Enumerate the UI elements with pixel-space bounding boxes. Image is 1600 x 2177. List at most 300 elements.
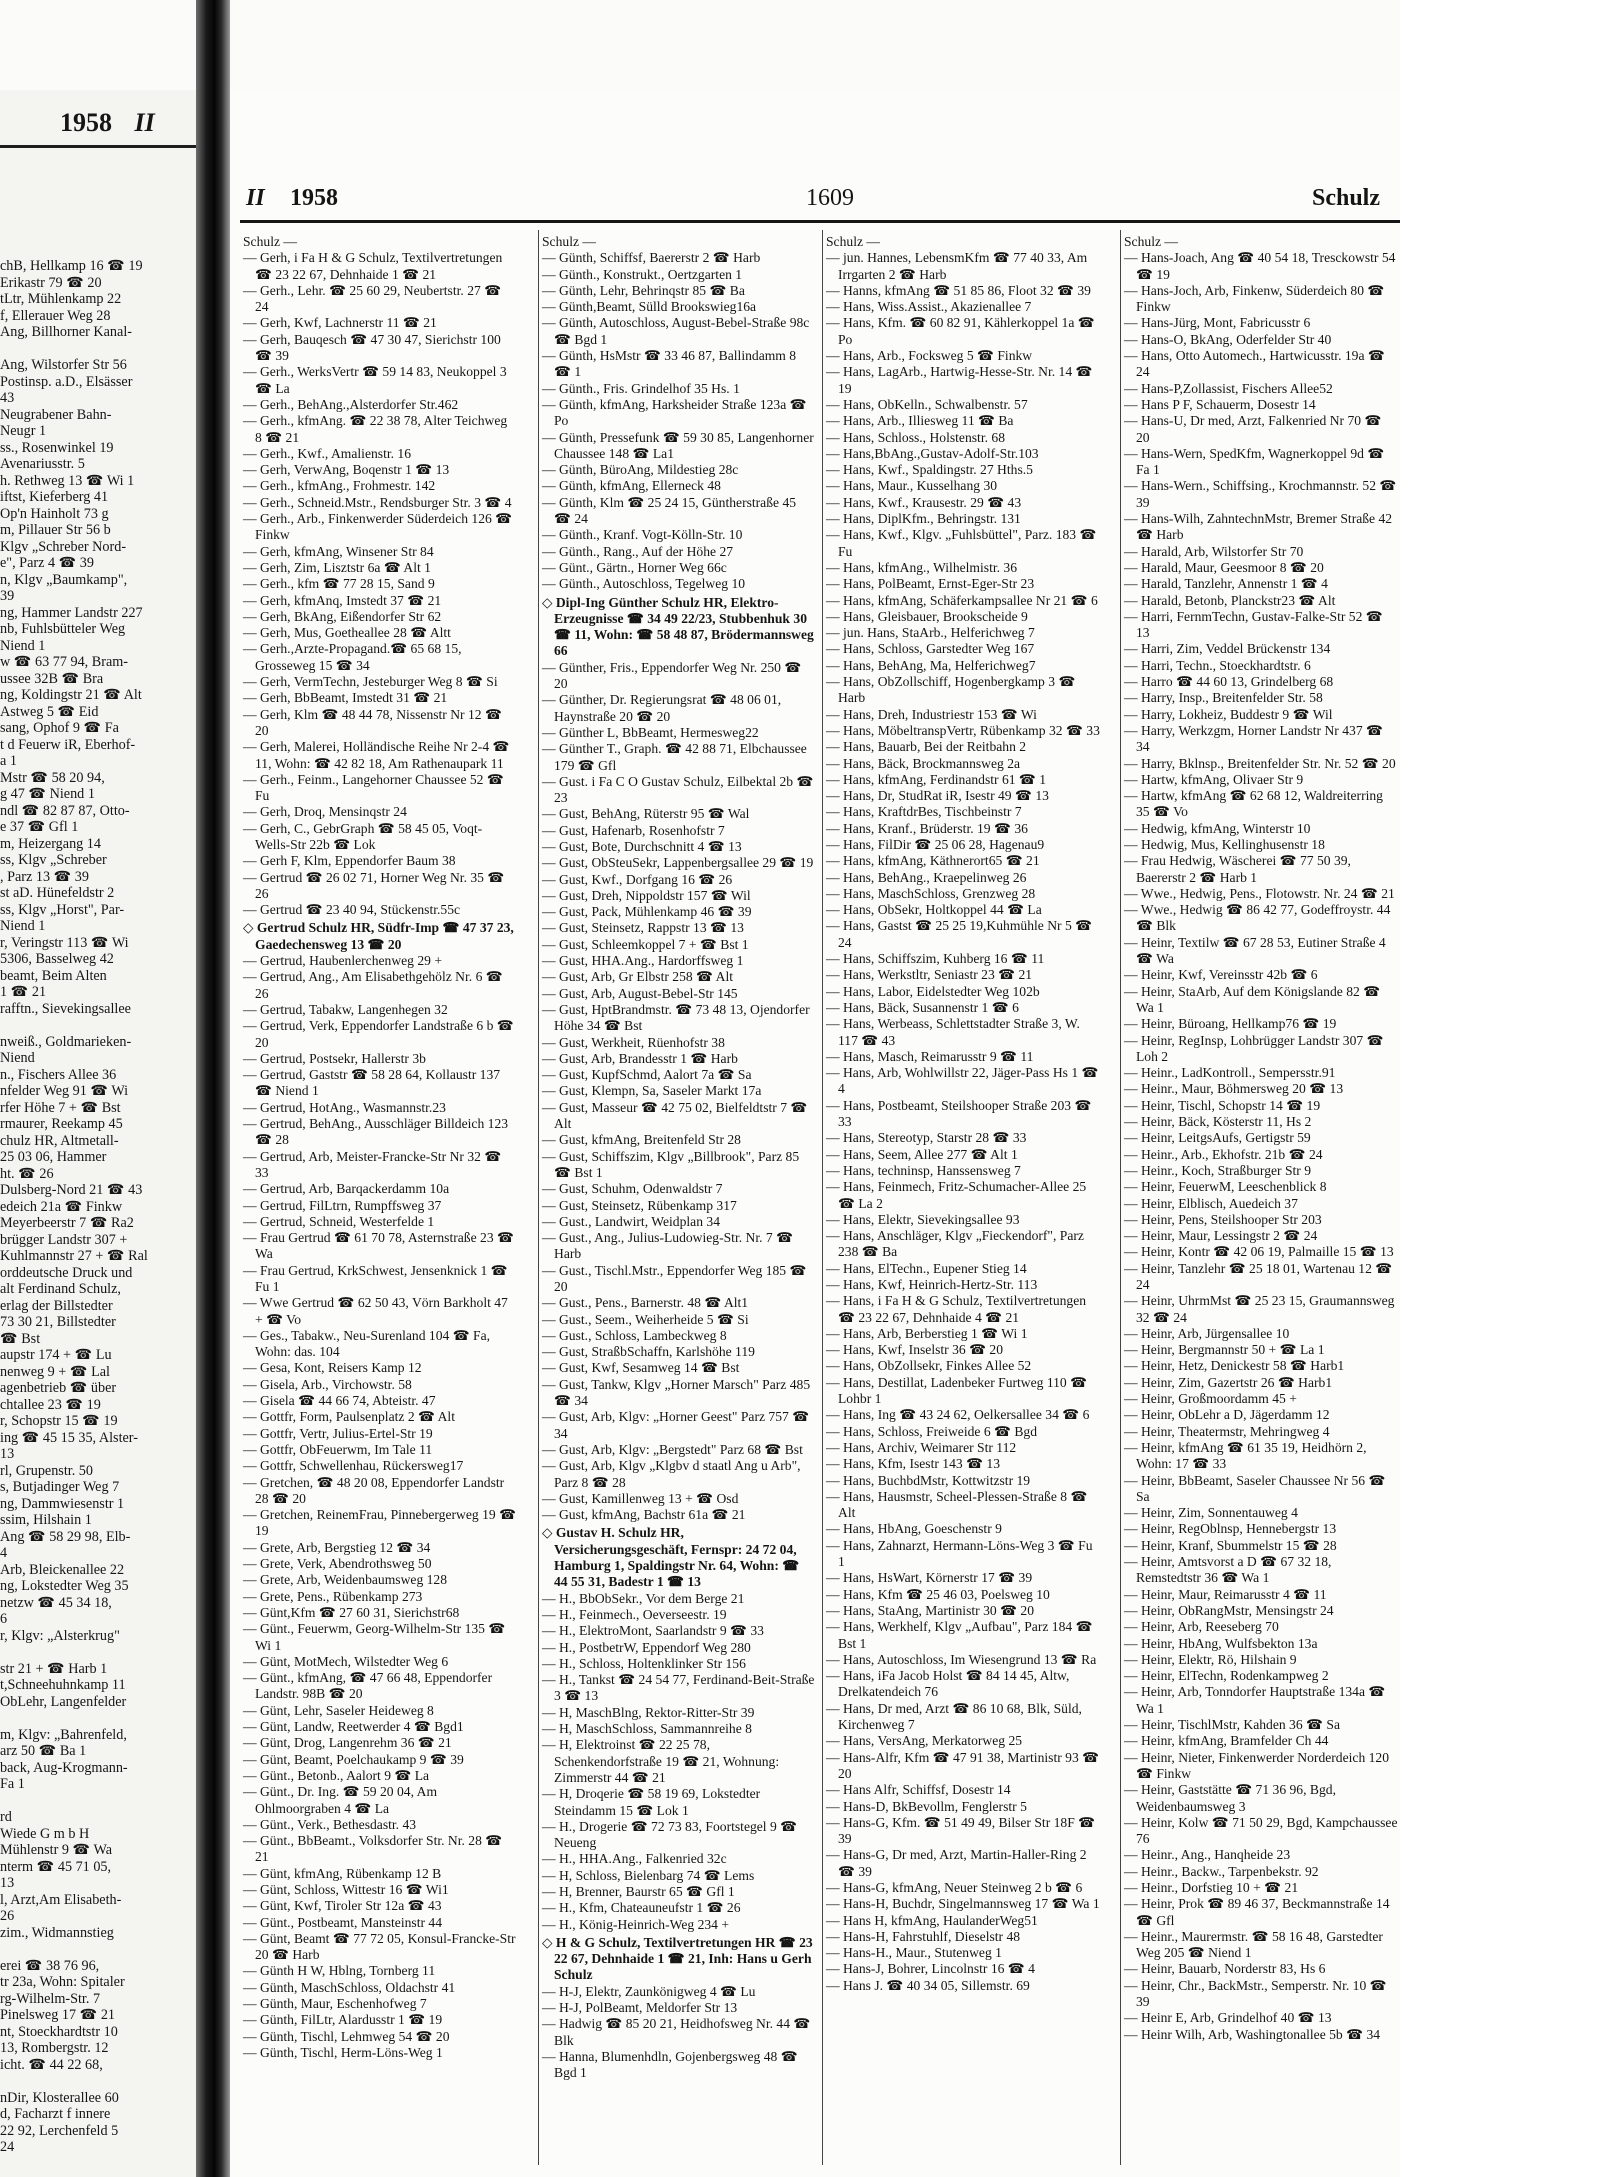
directory-entry: — Gertrud ☎ 26 02 71, Horner Weg Nr. 35 ☎ 26 <box>243 869 505 901</box>
left-page-line: arz 50 ☎ Ba 1 <box>0 1743 87 1759</box>
directory-entry: — Hans, MöbeltranspVertr, Rübenkamp 32 ☎ 33 <box>826 722 1100 738</box>
directory-entry: — Günt., Feuerwm, Georg-Wilhelm-Str 135 ☎ Wi 1 <box>243 1621 506 1653</box>
left-page-line: r, Schopstr 15 ☎ 19 <box>0 1413 118 1429</box>
directory-entry: — Harro ☎ 44 60 13, Grindelberg 68 <box>1124 674 1334 690</box>
directory-entry: — Gerh, kfmAnq, Imstedt 37 ☎ 21 <box>243 592 442 608</box>
directory-entry: — Hans, Werkhelf, Klgv „Aufbau", Parz 184 ☎ Bst 1 <box>826 1619 1093 1651</box>
directory-entry: — Hans P F, Schauerm, Dosestr 14 <box>1124 396 1316 412</box>
directory-entry: — Hans-H, Fahrstuhlf, Dieselstr 48 <box>826 1928 1021 1944</box>
left-page-line: Op'n Hainholt 73 g <box>0 505 109 522</box>
directory-entry: — Hans-U, Dr med, Arzt, Falkenried Nr 70 ☎ 20 <box>1124 413 1382 445</box>
left-page-line <box>0 1710 192 1727</box>
left-page-line <box>0 2073 192 2090</box>
left-page-line: nweiß., Goldmarieken- <box>0 1033 132 1050</box>
left-page-line <box>0 1017 192 1034</box>
directory-entry: — Heinr, Arb, Tonndorfer Hauptstraße 134a ☎ Wa 1 <box>1124 1684 1386 1716</box>
left-page-line: nenweg 9 + ☎ Lal <box>0 1363 110 1380</box>
left-page-line: 6 <box>0 1611 8 1627</box>
left-page-line: Neugrabener Bahn- <box>0 406 112 423</box>
left-page-line: Avenariusstr. 5 <box>0 456 85 472</box>
left-page-line: chulz HR, Altmetall- <box>0 1132 119 1149</box>
directory-entry: — Günt, Kwf, Tiroler Str 12a ☎ 43 <box>243 1898 442 1914</box>
directory-entry: — Hans-G, Kfm. ☎ 51 49 49, Bilser Str 18F ☎ 39 <box>826 1814 1096 1847</box>
directory-entry: — Gisela ☎ 44 66 74, Abteistr. 47 <box>243 1393 436 1409</box>
directory-entry: — Gust, Bote, Durchschnitt 4 ☎ 13 <box>542 838 742 854</box>
directory-entry: — Heinr., Backw., Tarpenbekstr. 92 <box>1124 1863 1319 1879</box>
directory-entry: — Gust, ObSteuSekr, Lappenbergsallee 29 ☎ 19 <box>542 855 814 871</box>
directory-column-2 <box>542 234 816 2082</box>
directory-entry: — Hartw, kfmAng ☎ 62 68 12, Waldreiterring 35 ☎ Vo <box>1124 788 1383 820</box>
directory-entry: — Heinr, Kwf, Vereinsstr 42b ☎ 6 <box>1124 967 1318 983</box>
directory-entry: — Gerh., Arb., Finkenwerder Süderdeich 126 ☎ Finkw <box>243 511 513 543</box>
page-margin <box>1400 0 1600 2177</box>
directory-entry: — Gerh, VermTechn, Jesteburger Weg 8 ☎ Si <box>243 674 498 690</box>
directory-entry: — Hans, i Fa H & G Schulz, Textilvertretungen ☎ 23 22 67, Dehnhaide 4 ☎ 21 <box>826 1293 1087 1325</box>
left-page-line: Fa 1 <box>0 1776 25 1792</box>
directory-entry: — Heinr, Großmoordamm 45 + <box>1124 1391 1297 1407</box>
directory-entry: — Heinr E, Arb, Grindelhof 40 ☎ 13 <box>1124 2010 1332 2026</box>
directory-entry: — Hans, Kfm. ☎ 60 82 91, Kählerkoppel 1a ☎ Po <box>826 315 1095 347</box>
directory-entry: — Gertrud ☎ 23 40 94, Stückenstr.55c <box>243 902 461 918</box>
directory-entry: — Günt, Schloss, Wittestr 16 ☎ Wi1 <box>243 1881 449 1897</box>
directory-entry: — Harri, Techn., Stoeckhardtstr. 6 <box>1124 657 1311 673</box>
directory-entry: — Gerh, kfmAng, Winsener Str 84 <box>243 543 434 559</box>
directory-entry: — Günth., Fris. Grindelhof 35 Hs. 1 <box>542 380 740 396</box>
directory-entry: — Günt., Postbeamt, Mansteinstr 44 <box>243 1914 442 1930</box>
directory-entry: — Harri, Zim, Veddel Brückenstr 134 <box>1124 641 1331 657</box>
directory-entry: — Hans, Stereotyp, Starstr 28 ☎ 33 <box>826 1130 1027 1146</box>
column-divider <box>1120 230 1121 2165</box>
directory-entry: — Hans, FilDir ☎ 25 06 28, Hagenau9 <box>826 836 1045 852</box>
directory-entry-business: ◇ H & G Schulz, Textilvertretungen HR ☎ 23 22 67, Dehnhaide 1 ☎ 21, Inh: Hans u Gerh Schulz <box>542 1934 813 1983</box>
left-page-line: t d Feuerw iR, Eberhof- <box>0 736 136 753</box>
directory-entry: — Heinr, kfmAng ☎ 61 35 19, Heidhörn 2, Wohn: 17 ☎ 33 <box>1124 1439 1367 1472</box>
directory-entry: — Gust, HHA.Ang., Hardorffsweg 1 <box>542 953 744 969</box>
directory-entry: — Hans, Schloss., Holstenstr. 68 <box>826 429 1005 445</box>
directory-entry: — Hans, ObKelln., Schwalbenstr. 57 <box>826 396 1028 412</box>
directory-entry: — Harald, Maur, Geesmoor 8 ☎ 20 <box>1124 559 1324 575</box>
left-page-line: ssim, Hilshain 1 <box>0 1512 92 1528</box>
directory-entry: — Gottfr, Schwellenhau, Rückersweg17 <box>243 1458 464 1474</box>
directory-entry: — Heinr, Tischl, Schopstr 14 ☎ 19 <box>1124 1097 1321 1113</box>
directory-entry: — Heinr, Kolw ☎ 71 50 29, Bgd, Kampchaussee 76 <box>1124 1814 1398 1847</box>
directory-entry: — Gretchen, ReinemFrau, Pinnebergerweg 19 ☎ 19 <box>243 1507 517 1539</box>
left-page-line: nDir, Klosterallee 60 <box>0 2089 119 2106</box>
directory-entry: — Gust, HptBrandmstr. ☎ 73 48 13, Ojendorfer Höhe 34 ☎ Bst <box>542 1001 810 1034</box>
directory-entry: — Günth, Lehr, Behrinqstr 85 ☎ Ba <box>542 282 745 298</box>
left-page-line <box>0 1793 192 1810</box>
directory-entry: — Hans, PolBeamt, Ernst-Eger-Str 23 <box>826 576 1035 592</box>
directory-entry: — Gust, kfmAng, Bachstr 61a ☎ 21 <box>542 1507 746 1523</box>
directory-entry: — Heinr, Chr., BackMstr., Semperstr. Nr. 10 ☎ 39 <box>1124 1977 1387 2010</box>
directory-entry: — Gust, Kamillenweg 13 + ☎ Osd <box>542 1490 739 1506</box>
directory-entry: — Günth, BüroAng, Mildestieg 28c <box>542 462 739 478</box>
directory-entry: — Hans, Kwf, Heinrich-Hertz-Str. 113 <box>826 1277 1038 1292</box>
directory-entry: — Heinr, Nieter, Finkenwerder Norderdeich 120 ☎ Finkw <box>1124 1749 1390 1781</box>
page-number: 1609 <box>806 185 854 211</box>
directory-entry: — Gertrud, Arb, Barqackerdamm 10a <box>243 1181 450 1197</box>
directory-entry: — Hans, Hausmstr, Scheel-Plessen-Straße 8 ☎ Alt <box>826 1488 1088 1521</box>
left-page-line: Erikastr 79 ☎ 20 <box>0 274 102 291</box>
column-continuation-head: Schulz — <box>826 234 880 249</box>
directory-entry: — Hans, Kwf., Klgv. „Fuhlsbüttel", Parz. 183 ☎ Fu <box>826 527 1097 559</box>
directory-entry: — Gust, KupfSchmd, Aalort 7a ☎ Sa <box>542 1067 752 1083</box>
directory-entry: — Gust., Seem., Weiherheide 5 ☎ Si <box>542 1311 749 1327</box>
page-header <box>246 185 1380 219</box>
left-page-line: n, Klgv „Baumkamp", <box>0 571 128 588</box>
left-page-line: l, Arzt,Am Elisabeth- <box>0 1891 122 1908</box>
directory-entry: — Gerh F, Klm, Eppendorfer Baum 38 <box>243 853 456 869</box>
left-page-line: 39 <box>0 588 15 604</box>
directory-entry: — Heinr, RegOblnsp, Hennebergstr 13 <box>1124 1521 1337 1537</box>
left-page-line: ht. ☎ 26 <box>0 1165 54 1182</box>
directory-entry: — Hans-Alfr, Kfm ☎ 47 91 38, Martinistr 93 ☎ 20 <box>826 1749 1100 1781</box>
directory-entry: — Hans-G, Dr med, Arzt, Martin-Haller-Ring 2 ☎ 39 <box>826 1847 1087 1879</box>
directory-entry: — Gust, Arb, Klgv: „Bergstedt" Parz 68 ☎ Bst <box>542 1441 803 1457</box>
left-page-line: netzw ☎ 45 34 18, <box>0 1594 112 1611</box>
left-page-line: ss., Rosenwinkel 19 <box>0 439 114 456</box>
directory-entry: — Harry, Insp., Breitenfelder Str. 58 <box>1124 690 1323 706</box>
directory-entry: — Hedwig, kfmAng, Winterstr 10 <box>1124 820 1311 836</box>
left-page-header-rule <box>0 145 196 148</box>
directory-entry: — Heinr, Tanzlehr ☎ 25 18 01, Wartenau 12 ☎ 24 <box>1124 1260 1393 1292</box>
directory-entry: — Günth, MaschSchloss, Oldachstr 41 <box>243 1979 456 1995</box>
directory-entry: — Gust, Tankw, Klgv „Horner Marsch" Parz 485 ☎ 34 <box>542 1376 811 1409</box>
directory-entry: — Gerh, Malerei, Holländische Reihe Nr 2-4 ☎ 11, Wohn: ☎ 42 82 18, Am Rathenaupark 11 <box>243 739 510 771</box>
directory-entry: — Heinr., Dorfstieg 10 + ☎ 21 <box>1124 1879 1299 1895</box>
left-page-line: brügger Landstr 307 + <box>0 1231 128 1248</box>
directory-entry: — Günt, Lehr, Saseler Heideweg 8 <box>243 1702 434 1718</box>
left-page-line: chB, Hellkamp 16 ☎ 19 <box>0 258 143 274</box>
directory-entry: — Heinr., Maurermstr. ☎ 58 16 48, Garstedter Weg 205 ☎ Niend 1 <box>1124 1928 1383 1961</box>
left-page-line: zim., Widmannstieg <box>0 1924 114 1941</box>
directory-entry: — Harry, Bklnsp., Breitenfelder Str. Nr. 52 ☎ 20 <box>1124 755 1396 771</box>
directory-entry: — Gerh, Klm ☎ 48 44 78, Nissenstr Nr 12 ☎ 20 <box>243 706 502 738</box>
left-page-line <box>0 1941 192 1958</box>
left-page-line: icht. ☎ 44 22 68, <box>0 2056 103 2073</box>
left-page-line: edeich 21a ☎ Finkw <box>0 1198 123 1215</box>
directory-entry: — Hanna, Blumenhdln, Gojenbergsweg 48 ☎ Bgd 1 <box>542 2048 798 2081</box>
directory-entry: — Gerh., Lehr. ☎ 25 60 29, Neubertstr. 27 ☎ 24 <box>243 282 502 315</box>
directory-entry: — Günther T., Graph. ☎ 42 88 71, Elbchaussee 179 ☎ Gfl <box>542 741 807 773</box>
left-page-line: sang, Ophof 9 ☎ Fa <box>0 720 119 736</box>
left-page-line: h. Rethweg 13 ☎ Wi 1 <box>0 472 135 489</box>
directory-entry: — Günth,Beamt, Sülld Brookswieg16a <box>542 299 757 315</box>
column-divider <box>538 230 539 2165</box>
directory-entry: — Grete, Verk, Abendrothsweg 50 <box>243 1556 432 1572</box>
directory-entry: — Heinr., Koch, Straßburger Str 9 <box>1124 1162 1312 1178</box>
directory-entry: — Heinr, Amtsvorst a D ☎ 67 32 18, Remstedtstr 36 ☎ Wa 1 <box>1124 1554 1332 1586</box>
directory-entry: — Heinr, Zim, Sonnentauweg 4 <box>1124 1505 1298 1521</box>
directory-entry: — Heinr, Hetz, Denickestr 58 ☎ Harb1 <box>1124 1358 1345 1374</box>
left-page-line: Ang, Billhorner Kanal- <box>0 324 132 340</box>
directory-entry: — Harry, Lokheiz, Buddestr 9 ☎ Wil <box>1124 706 1333 722</box>
directory-entry: — Hans, BehAng, Ma, Helferichweg7 <box>826 657 1036 673</box>
directory-entry: — Heinr, UhrmMst ☎ 25 23 15, Graumannsweg 32 ☎ 24 <box>1124 1293 1395 1325</box>
directory-entry: — Harald, Tanzlehr, Annenstr 1 ☎ 4 <box>1124 576 1328 592</box>
directory-entry: — Frau Gertrud, KrkSchwest, Jensenknick 1 ☎ Fu 1 <box>243 1262 508 1294</box>
directory-entry: — H., Kfm, Chateauneufstr 1 ☎ 26 <box>542 1900 741 1916</box>
directory-entry: — Heinr, LeitgsAufs, Gertigstr 59 <box>1124 1130 1311 1146</box>
directory-entry: — Hans, StaAng, Martinistr 30 ☎ 20 <box>826 1602 1034 1618</box>
directory-entry: — Heinr, Bergmannstr 50 + ☎ La 1 <box>1124 1342 1325 1358</box>
directory-entry: — H., Schloss, Holtenklinker Str 156 <box>542 1655 746 1671</box>
left-page-line: m, Klgv: „Bahrenfeld, <box>0 1726 127 1743</box>
directory-entry: — Hans, KraftdrBes, Tischbeinstr 7 <box>826 804 1022 820</box>
directory-entry: — Gust, Arb, August-Bebel-Str 145 <box>542 985 738 1001</box>
directory-entry: — Günth H W, Hblng, Tornberg 11 <box>243 1963 436 1979</box>
directory-entry: — Hans, Kfm, Isestr 143 ☎ 13 <box>826 1456 1000 1472</box>
directory-entry: — Hans, Kfm ☎ 25 46 03, Poelsweg 10 <box>826 1586 1050 1602</box>
left-page-line: Niend 1 <box>0 918 46 934</box>
directory-entry: — Gesa, Kont, Reisers Kamp 12 <box>243 1360 422 1376</box>
left-page-line: s, Butjadinger Weg 7 <box>0 1479 120 1495</box>
left-page-line: a 1 <box>0 753 17 769</box>
directory-entry: — Hedwig, Mus, Kellinghusenstr 18 <box>1124 836 1325 852</box>
directory-entry: — Harald, Betonb, Planckstr23 ☎ Alt <box>1124 592 1336 608</box>
directory-entry: — Günth, HsMstr ☎ 33 46 87, Ballindamm 8 ☎ 1 <box>542 348 797 380</box>
directory-entry: — Gust., Pens., Barnerstr. 48 ☎ Alt1 <box>542 1295 749 1311</box>
directory-entry: — Günt., BbBeamt., Volksdorfer Str. Nr. 28 ☎ 21 <box>243 1833 503 1865</box>
directory-entry: — Günt., kfmAng, ☎ 47 66 48, Eppendorfer Landstr. 98B ☎ 20 <box>243 1670 493 1702</box>
directory-entry: — Heinr, RegInsp, Lohbrügger Landstr 307 ☎ Loh 2 <box>1124 1032 1384 1064</box>
directory-entry: — Hans, BuchbdMstr, Kottwitzstr 19 <box>826 1472 1031 1488</box>
left-page-line: rg-Wilhelm-Str. 7 <box>0 1990 101 2007</box>
left-page-line: m, Heizergang 14 <box>0 835 101 852</box>
directory-entry: — Hans, LagArb., Hartwig-Hesse-Str. Nr. 14 ☎ 19 <box>826 364 1093 396</box>
directory-entry: — Hans, Bäck, Susannenstr 1 ☎ 6 <box>826 999 1019 1015</box>
directory-entry: — Hans, kfmAng, Käthnerort65 ☎ 21 <box>826 853 1040 869</box>
left-page-line: f, Ellerauer Weg 28 <box>0 307 111 324</box>
directory-entry: — Gertrud, FilLtrn, Rumpffsweg 37 <box>243 1197 442 1213</box>
directory-entry-business: ◇ Gustav H. Schulz HR, Versicherungsgeschäft, Fernspr: 24 72 04, Hamburg 1, Spaldingstr Nr. 64, Wohn: ☎ 44 55 31, Badestr 1 ☎ 13 <box>542 1525 800 1590</box>
directory-entry: — Hans, Werbeass, Schlettstadter Straße 3, W. 117 ☎ 43 <box>826 1016 1080 1048</box>
directory-entry: — Günther, Dr. Regierungsrat ☎ 48 06 01, Haynstraße 20 ☎ 20 <box>542 692 782 724</box>
left-page-line: rl, Grupenstr. 50 <box>0 1462 93 1479</box>
directory-entry: — Gust, Schuhm, Odenwaldstr 7 <box>542 1181 723 1197</box>
directory-entry: — H., HHA.Ang., Falkenried 32c <box>542 1851 727 1867</box>
left-page-line: ObLehr, Langenfelder <box>0 1693 127 1710</box>
directory-entry: — Gretchen, ☎ 48 20 08, Eppendorfer Landstr 28 ☎ 20 <box>243 1474 505 1506</box>
left-page-volume: II <box>134 108 155 137</box>
directory-entry: — Gertrud, Gaststr ☎ 58 28 64, Kollaustr 137 ☎ Niend 1 <box>243 1067 501 1099</box>
left-page-line: rmaurer, Reekamp 45 <box>0 1116 123 1132</box>
directory-entry: — Gust, Steinsetz, Rappstr 13 ☎ 13 <box>542 920 744 936</box>
directory-entry: — Hartw, kfmAng, Olivaer Str 9 <box>1124 771 1304 787</box>
directory-entry: — Wwe Gertrud ☎ 62 50 43, Vörn Barkholt 47 + ☎ Vo <box>243 1295 508 1327</box>
directory-entry: — H, Droqerie ☎ 58 19 69, Lokstedter Steindamm 15 ☎ Lok 1 <box>542 1786 761 1818</box>
directory-entry: — Gottfr, ObFeuerwm, Im Tale 11 <box>243 1441 433 1457</box>
directory-entry: — Günth, Schiffsf, Baererstr 2 ☎ Harb <box>542 250 761 266</box>
directory-entry: — Heinr, Prok ☎ 89 46 37, Beckmannstraße 14 ☎ Gfl <box>1124 1896 1390 1928</box>
directory-entry: — Günther, Fris., Eppendorfer Weg Nr. 250 ☎ 20 <box>542 659 802 692</box>
header-rule <box>240 220 1400 223</box>
directory-entry: — Hans, Arb, Berberstieg 1 ☎ Wi 1 <box>826 1325 1028 1341</box>
directory-entry: — Gerh., WerksVertr ☎ 59 14 83, Neukoppel 3 ☎ La <box>243 364 507 396</box>
left-page-line: ss, Klgv „Schreber <box>0 852 107 868</box>
left-page-line: 26 <box>0 1908 15 1924</box>
directory-entry: — Hans, HsWart, Körnerstr 17 ☎ 39 <box>826 1570 1033 1586</box>
directory-entry: — Hans-J, Bohrer, Lincolnstr 16 ☎ 4 <box>826 1961 1035 1977</box>
left-page-line: Niend <box>0 1050 35 1066</box>
directory-entry: — Gertrud, Arb, Meister-Francke-Str Nr 32 ☎ 33 <box>243 1148 502 1180</box>
directory-entry: — Heinr, Kontr ☎ 42 06 19, Palmaille 15 ☎ 13 <box>1124 1244 1394 1260</box>
directory-entry: — Heinr., Maur, Böhmersweg 20 ☎ 13 <box>1124 1081 1344 1097</box>
left-page-line: g 47 ☎ Niend 1 <box>0 786 95 802</box>
left-page-column <box>0 258 192 2156</box>
directory-entry: — Hans, DiplKfm., Behringstr. 131 <box>826 511 1021 527</box>
directory-entry: — Heinr., Ang., Hanqheide 23 <box>1124 1847 1291 1863</box>
directory-entry: — Hans, Bauarb, Bei der Reitbahn 2 <box>826 739 1027 755</box>
directory-entry: — Heinr, Textilw ☎ 67 28 53, Eutiner Straße 4 ☎ Wa <box>1124 934 1386 967</box>
directory-entry: — Heinr, StaArb, Auf dem Königslande 82 ☎ Wa 1 <box>1124 983 1381 1015</box>
directory-entry: — Günth, kfmAng, Ellerneck 48 <box>542 478 721 494</box>
directory-entry: — Hans-H., Maur., Stutenweg 1 <box>826 1945 1002 1961</box>
left-page-line: nterm ☎ 45 71 05, <box>0 1858 112 1875</box>
directory-entry: — Günt., Dr. Ing. ☎ 59 20 04, Am Ohlmoorgraben 4 ☎ La <box>243 1784 438 1816</box>
directory-entry: — Günt, MotMech, Wilstedter Weg 6 <box>243 1653 449 1669</box>
directory-entry: — Hans, Bäck, Brockmannsweg 2a <box>826 755 1021 771</box>
directory-entry: — Hans, Zahnarzt, Hermann-Löns-Weg 3 ☎ Fu 1 <box>826 1537 1093 1570</box>
directory-entry: — Hans, Werkstltr, Seniastr 23 ☎ 21 <box>826 967 1033 983</box>
directory-entry: — Günt, Drog, Langenrehm 36 ☎ 21 <box>243 1735 452 1751</box>
directory-entry: — Grete, Arb, Bergstieg 12 ☎ 34 <box>243 1539 431 1555</box>
directory-entry: — Grete, Arb, Weidenbaumsweg 128 <box>243 1572 448 1588</box>
directory-entry: — Günt, Beamt ☎ 77 72 05, Konsul-Francke-Str 20 ☎ Harb <box>243 1930 516 1963</box>
directory-entry: — Gertrud, Tabakw, Langenhegen 32 <box>243 1001 448 1017</box>
directory-entry: — Heinr, HbAng, Wulfsbekton 13a <box>1124 1635 1318 1651</box>
directory-entry: — Hans, Maur., Kusselhang 30 <box>826 478 998 494</box>
directory-entry: — Gottfr, Vertr, Julius-Ertel-Str 19 <box>243 1425 433 1441</box>
directory-entry: — Heinr, FeuerwM, Leeschenblick 8 <box>1124 1179 1327 1195</box>
directory-entry: — Hans, Autoschloss, Im Wiesengrund 13 ☎ Ra <box>826 1651 1097 1667</box>
directory-entry: — H, Elektroinst ☎ 22 25 78, Schenkendorfstraße 19 ☎ 21, Wohnung: Zimmerstr 44 ☎ 21 <box>542 1737 780 1785</box>
left-page-header <box>60 108 190 138</box>
left-page-line: nfelder Weg 91 ☎ Wi <box>0 1083 129 1099</box>
directory-entry: — Hans, Ing ☎ 43 24 62, Oelkersallee 34 ☎ 6 <box>826 1407 1090 1423</box>
directory-entry: — Günt,Kfm ☎ 27 60 31, Sierichstr68 <box>243 1604 460 1620</box>
directory-entry: — Günth, kfmAng, Harksheider Straße 123a ☎ Po <box>542 396 807 429</box>
directory-entry: — Gottfr, Form, Paulsenplatz 2 ☎ Alt <box>243 1409 455 1425</box>
directory-entry: — Gust, Kwf, Sesamweg 14 ☎ Bst <box>542 1360 740 1376</box>
directory-entry: — Gust, Kwf., Dorfgang 16 ☎ 26 <box>542 871 733 887</box>
directory-entry: — Heinr, kfmAng, Bramfelder Ch 44 <box>1124 1733 1329 1749</box>
directory-entry-business: ◇ Gertrud Schulz HR, Südfr-Imp ☎ 47 37 23, Gaedechensweg 13 ☎ 20 <box>243 920 514 952</box>
directory-entry: — Heinr, Maur, Reimarusstr 4 ☎ 11 <box>1124 1586 1327 1602</box>
left-page-line: Kuhlmannstr 27 + ☎ Ral <box>0 1248 148 1264</box>
directory-entry: — Gertrud, Verk, Eppendorfer Landstraße 6 b ☎ 20 <box>243 1018 514 1050</box>
directory-entry: — Gust, Schiffszim, Klgv „Billbrook", Parz 85 ☎ Bst 1 <box>542 1148 800 1180</box>
directory-entry: — Hans,BbAng.,Gustav-Adolf-Str.103 <box>826 445 1039 461</box>
directory-entry: — Heinr, Kranf, Sbummelstr 15 ☎ 28 <box>1124 1537 1337 1553</box>
directory-entry: — Hans-D, BkBevollm, Fenglerstr 5 <box>826 1798 1027 1814</box>
directory-entry: — H., ElektroMont, Saarlandstr 9 ☎ 33 <box>542 1623 764 1639</box>
directory-entry: — Heinr, Arb, Reeseberg 70 <box>1124 1619 1279 1635</box>
directory-entry: — Heinr Wilh, Arb, Washingtonallee 5b ☎ 34 <box>1124 2026 1381 2042</box>
directory-entry: — Heinr, ObLehr a D, Jägerdamm 12 <box>1124 1407 1330 1423</box>
directory-entry: — Günth, Autoschloss, August-Bebel-Straße 98c ☎ Bgd 1 <box>542 315 810 347</box>
directory-entry: — Gust, Klempn, Sa, Saseler Markt 17a <box>542 1083 762 1099</box>
directory-entry: — Gertrud, Haubenlerchenweg 29 + <box>243 953 443 969</box>
directory-entry: — Gust, Werkheit, Rüenhofstr 38 <box>542 1034 725 1050</box>
left-page-line: orddeutsche Druck und <box>0 1264 133 1281</box>
left-page-line: ss, Klgv „Horst", Par- <box>0 901 125 918</box>
left-page-line: m, Pillauer Str 56 b <box>0 522 111 538</box>
directory-entry: — Gust, Schleemkoppel 7 + ☎ Bst 1 <box>542 936 749 952</box>
directory-entry: — Hans, Masch, Reimarusstr 9 ☎ 11 <box>826 1048 1034 1064</box>
directory-entry: — Gust, Hafenarb, Rosenhofstr 7 <box>542 822 725 838</box>
directory-entry: — Hans, Destillat, Ladenbeker Furtweg 110 ☎ Lohbr 1 <box>826 1374 1088 1407</box>
directory-entry: — Hans, ElTechn., Eupener Stieg 14 <box>826 1260 1027 1276</box>
left-page-line: erlag der Billstedter <box>0 1297 113 1314</box>
directory-entry: — Gust., Landwirt, Weidplan 34 <box>542 1213 720 1229</box>
left-page-line: 43 <box>0 390 15 406</box>
directory-entry: — Hans, iFa Jacob Holst ☎ 84 14 45, Altw, Drelkatendeich 76 <box>826 1668 1070 1700</box>
directory-entry: — Hans, Arb, Wohlwillstr 22, Jäger-Pass Hs 1 ☎ 4 <box>826 1065 1099 1097</box>
left-page-line <box>0 341 192 358</box>
directory-entry: — Hans, Postbeamt, Steilshooper Straße 203 ☎ 33 <box>826 1097 1092 1130</box>
left-page-line: 73 30 21, Billstedter <box>0 1314 116 1330</box>
left-page-year: 1958 <box>60 108 112 137</box>
directory-entry: — Heinr, Elblisch, Auedeich 37 <box>1124 1195 1298 1211</box>
left-page-line: Niend 1 <box>0 637 46 654</box>
directory-entry: — Gerh, BkAng, Eißendorfer Str 62 <box>243 608 442 624</box>
left-page-line: Mühlenstr 9 ☎ Wa <box>0 1842 113 1858</box>
left-page-line: rafftn., Sievekingsallee <box>0 1000 131 1017</box>
left-page-line: Ang, Wilstorfer Str 56 <box>0 357 127 373</box>
directory-entry: — Gust, Arb, Klgv „Klgbv d staatl Ang u Arb", Parz 8 ☎ 28 <box>542 1458 801 1490</box>
directory-entry: — Gerh, BbBeamt, Imstedt 31 ☎ 21 <box>243 690 448 706</box>
directory-entry: — Günth., Autoschloss, Tegelweg 10 <box>542 576 746 592</box>
directory-entry: — Gertrud, BehAng., Ausschläger Billdeich 123 ☎ 28 <box>243 1116 509 1148</box>
left-page-line: 25 03 06, Hammer <box>0 1149 107 1165</box>
left-page-line: 5306, Basselweg 42 <box>0 951 114 967</box>
directory-entry: — Wwe., Hedwig, Pens., Flotowstr. Nr. 24 ☎ 21 <box>1124 885 1395 901</box>
left-page-line: Wiede G m b H <box>0 1825 90 1842</box>
directory-entry: — Gerh., kfmAng., Frohmestr. 142 <box>243 478 436 494</box>
directory-entry: — Hans, Archiv, Weimarer Str 112 <box>826 1439 1017 1455</box>
directory-entry: — Heinr, Maur, Lessingstr 2 ☎ 24 <box>1124 1228 1318 1244</box>
directory-entry: — Hans, Feinmech, Fritz-Schumacher-Allee 25 ☎ La 2 <box>826 1179 1087 1211</box>
directory-entry: — Hans, Gastst ☎ 25 25 19,Kuhmühle Nr 5 ☎ 24 <box>826 918 1093 950</box>
directory-entry: — Hans, Dreh, Industriestr 153 ☎ Wi <box>826 706 1037 722</box>
directory-entry: — Hans-Wilh, ZahntechnMstr, Bremer Straße 42 ☎ Harb <box>1124 511 1393 543</box>
directory-entry: — Günth, Tischl, Lehmweg 54 ☎ 20 <box>243 2028 450 2044</box>
directory-entry: — Gust, Arb, Klgv: „Horner Geest" Parz 757 ☎ 34 <box>542 1409 810 1441</box>
directory-entry: — Gust, Steinsetz, Rübenkamp 317 <box>542 1197 737 1213</box>
left-page-line: nt, Stoeckhardtstr 10 <box>0 2023 118 2040</box>
directory-entry: — Hans-O, BkAng, Oderfelder Str 40 <box>1124 331 1332 347</box>
directory-entry: — Hans, Wiss.Assist., Akazienallee 7 <box>826 299 1032 315</box>
left-page-line: Pinelsweg 17 ☎ 21 <box>0 2007 116 2023</box>
left-page-line: d, Facharzt f innere <box>0 2106 111 2122</box>
left-page-line: rd <box>0 1809 12 1825</box>
directory-entry: — H., Drogerie ☎ 72 73 83, Foortstegel 9 ☎ Neueng <box>542 1818 798 1851</box>
left-page-line: Mstr ☎ 58 20 94, <box>0 769 105 786</box>
directory-entry: — Hans, techninsp, Hanssensweg 7 <box>826 1162 1021 1178</box>
directory-entry: — Gust., Schloss, Lambeckweg 8 <box>542 1327 727 1343</box>
left-page-line: ussee 32B ☎ Bra <box>0 670 104 687</box>
directory-entry: — H, MaschSchloss, Sammannreihe 8 <box>542 1721 752 1737</box>
directory-entry: — Hans, Otto Automech., Hartwicusstr. 19a ☎ 24 <box>1124 348 1385 380</box>
left-page-line: nb, Fuhlsbütteler Weg <box>0 621 126 637</box>
left-page-line: alt Ferdinand Schulz, <box>0 1281 121 1297</box>
directory-entry: — Günth, Klm ☎ 25 24 15, Güntherstraße 45 ☎ 24 <box>542 494 797 527</box>
directory-entry: — Günt, kfmAng, Rübenkamp 12 B <box>243 1865 442 1881</box>
directory-entry: — Günt, Beamt, Poelchaukamp 9 ☎ 39 <box>243 1751 464 1767</box>
directory-entry: — Heinr, ElTechn, Rodenkampweg 2 <box>1124 1668 1329 1684</box>
left-page-line: r, Veringstr 113 ☎ Wi <box>0 934 129 951</box>
